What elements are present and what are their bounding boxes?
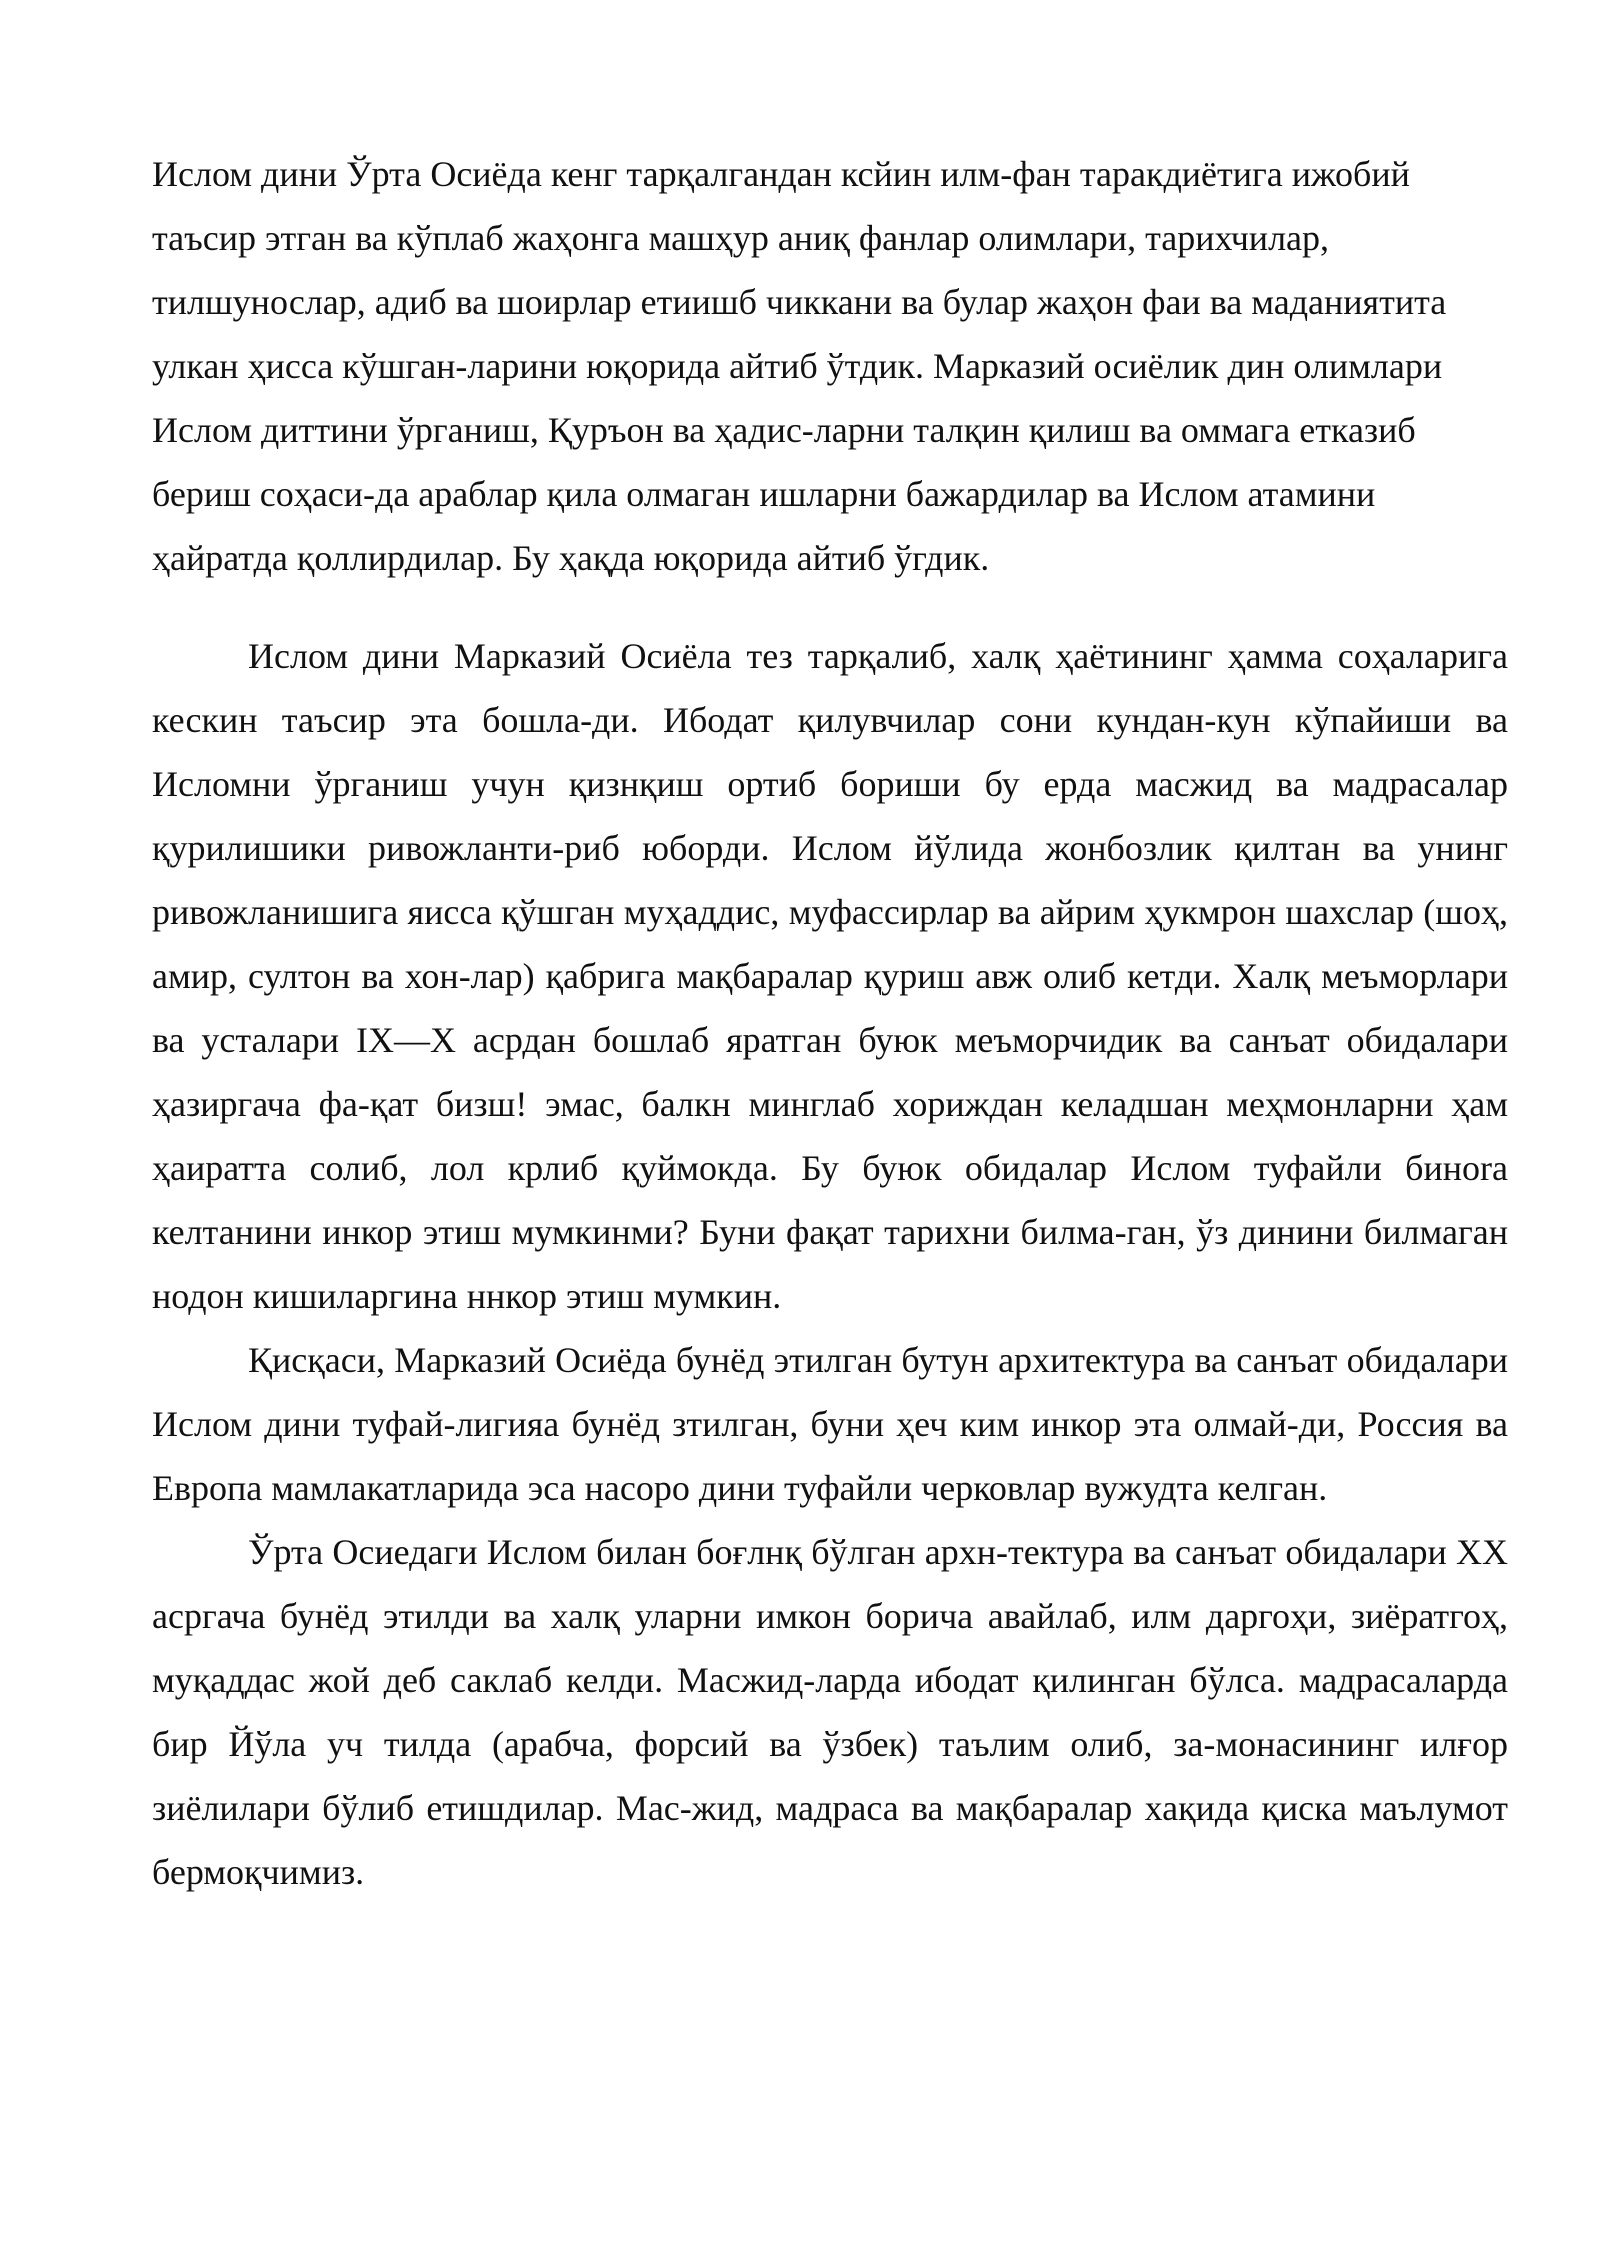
paragraph-3: Қисқаси, Марказий Осиёда бунёд этилган бутун архитектура ва санъат обидалари Ислом дини туфай-лигияа бунёд зтилган, буни ҳеч ким инкор эта олмай-ди, Россия ва Европа мамлакатларида эса насоро дини туфайли черковлар вужудта келган.: [152, 1340, 1508, 1508]
paragraph-1: Ислом дини Ўрта Осиёда кенг тарқалгандан ксйин илм-фан таракдиётига ижобий таъсир этган ва кўплаб жаҳонга машҳур аниқ фанлар олимлари, тарихчилар, тилшунослар, адиб ва шоирлар етиишб чиккани ва булар жаҳон фаи ва маданиятита улкан ҳисса кўшган-ларини юқорида айтиб ўтдик. Марказий осиёлик дин олимлари Ислом диттини ўрганиш, Қуръон ва ҳадис-ларни талқин қилиш ва оммага етказиб бериш соҳаси-да араблар қила олмаган ишларни бажардилар ва Ислом атамини ҳайратда қоллирдилар. Бу ҳақда юқорида айтиб ўгдик.: [152, 154, 1447, 578]
paragraph-2: Ислом дини Марказий Осиёла тез тарқалиб, халқ ҳаётининг ҳамма соҳаларига кескин таъсир эта бошла-ди. Ибодат қилувчилар сони кундан-кун кўпайиши ва Исломни ўрганиш учун қизнқиш ортиб бориши бу ерда масжид ва мадрасалар қурилишики ривожланти-риб юборди. Ислом йўлида жонбозлик қилтан ва унинг ривожланишига яисса қўшган муҳаддис, муфассирлар ва айрим ҳукмрон шахслар (шоҳ, амир, султон ва хон-лар) қабрига мақбаралар қуриш авж олиб кетди. Халқ меъморлари ва усталари IX—X асрдан бошлаб яратган буюк меъморчидик ва санъат обидалари ҳазиргача фа-қат бизш! эмас, балкн минглаб хориждан келадшан меҳмонларни ҳам ҳаиратта солиб, лол крлиб қуймокда. Бу буюк обидалар Ислом туфайли биноrа келтанини инкор этиш мумкинми? Буни фақат тарихни билма-ган, ўз динини билмаган нодон кишиларгина ннкор этиш мумкин.: [152, 636, 1508, 1316]
paragraph-4: Ўрта Осиедаги Ислом билан боғлнқ бўлган архн-тектура ва санъат обидалари XX асргача бунёд этилди ва халқ уларни имкон борича авайлаб, илм даргоҳи, зиёратгоҳ, муқаддас жой деб саклаб келди. Масжид-ларда ибодат қилинган бўлса. мадрасаларда бир Йўла уч тилда (арабча, форсий ва ўзбек) таълим олиб, за-монасининг илғор зиёлилари бўлиб етишдилар. Мас-жид, мадраса ва мақбаралар хақида қиска маълумот бермоқчимиз.: [152, 1532, 1508, 1892]
document-body: [152, 142, 1508, 1904]
